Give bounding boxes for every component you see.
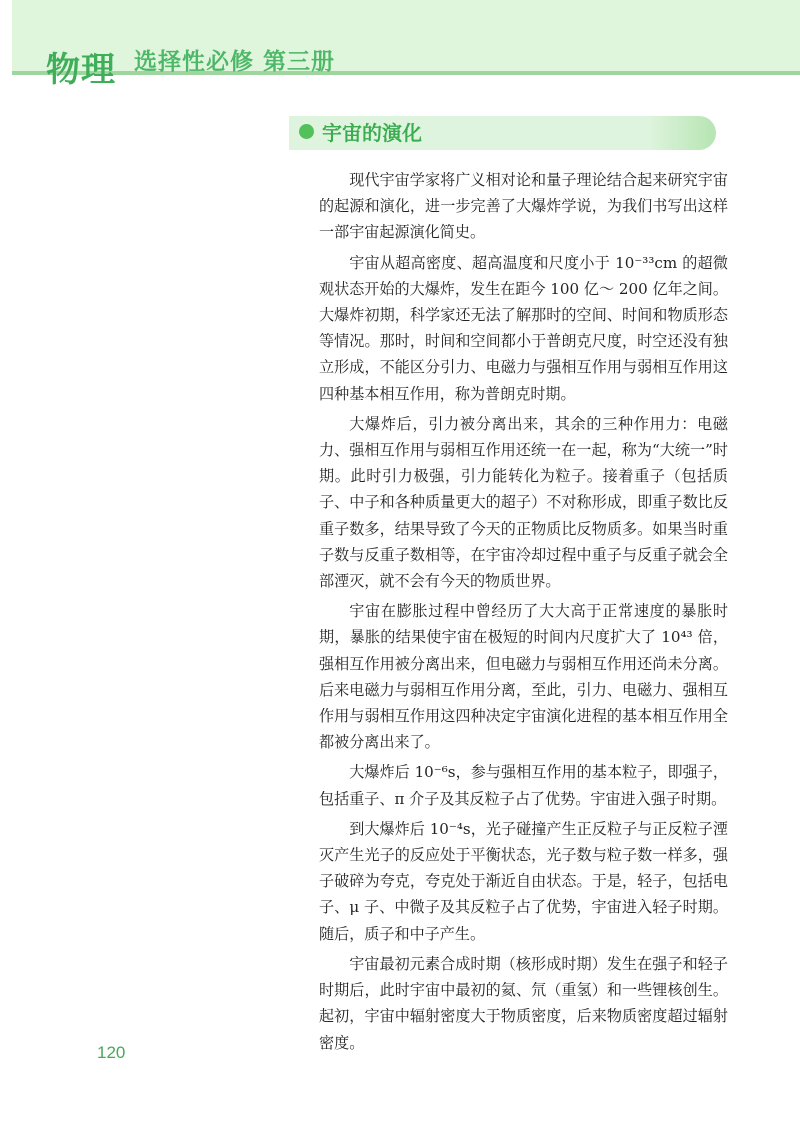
page-number: 120 [97, 1043, 126, 1062]
paragraph-hadron-era: 大爆炸后 10⁻⁶s，参与强相互作用的基本粒子，即强子，包括重子、π 介子及其反粒子占了优势。宇宙进入强子时期。 [319, 763, 728, 808]
book-title: 物理 [46, 50, 116, 90]
paragraph-big-bang-origin: 宇宙从超高密度、超高温度和尺度小于 10⁻³³cm 的超微观状态开始的大爆炸，发生在距今 100 亿～ 200 亿年之间。大爆炸初期，科学家还无法了解那时的空间、时间和物质形态等情况。那时，时间和空间都小于普朗克尺度，时空还没有独立形成，不能区分引力、电磁力与强相互作用与弱相互作用这四种基本相互作用，称为普朗克时期。 [319, 253, 728, 403]
article-body [319, 167, 728, 1060]
paragraph-lepton-era: 到大爆炸后 10⁻⁴s，光子碰撞产生正反粒子与正反粒子湮灭产生光子的反应处于平衡状态，光子数与粒子数一样多，强子破碎为夸克，夸克处于渐近自由状态。于是，轻子，包括电子、μ 子、中微子及其反粒子占了优势，宇宙进入轻子时期。随后，质子和中子产生。 [319, 819, 728, 943]
paragraph-nucleosynthesis: 宇宙最初元素合成时期（核形成时期）发生在强子和轻子时期后，此时宇宙中最初的氦、氘（重氢）和一些锂核创生。起初，宇宙中辐射密度大于物质密度，后来物质密度超过辐射密度。 [319, 954, 728, 1052]
paragraph-intro: 现代宇宙学家将广义相对论和量子理论结合起来研究宇宙的起源和演化，进一步完善了大爆炸学说，为我们书写出这样一部宇宙起源演化简史。 [319, 171, 728, 242]
paragraph-inflation: 宇宙在膨胀过程中曾经历了大大高于正常速度的暴胀时期，暴胀的结果使宇宙在极短的时间内尺度扩大了 10⁴³ 倍，强相互作用被分离出来，但电磁力与弱相互作用还尚未分离。后来电磁力与弱相互作用分离，至此，引力、电磁力、强相互作用与弱相互作用这四种决定宇宙演化进程的基本相互作用全都被分离出来了。 [319, 602, 728, 752]
bullet-circle-icon [299, 124, 314, 139]
paragraph-grand-unification: 大爆炸后，引力被分离出来，其余的三种作用力：电磁力、强相互作用与弱相互作用还统一在一起，称为“大统一”时期。此时引力极强，引力能转化为粒子。接着重子（包括质子、中子和各种质量更大的超子）不对称形成，即重子数比反重子数多，结果导致了今天的正物质比反物质多。如果当时重子数与反重子数相等，在宇宙冷却过程中重子与反重子就会全部湮灭，就不会有今天的物质世界。 [319, 414, 728, 591]
section-title: 宇宙的演化 [322, 121, 422, 145]
page-header [12, 0, 800, 90]
book-subtitle: 选择性必修 第三册 [134, 49, 336, 75]
